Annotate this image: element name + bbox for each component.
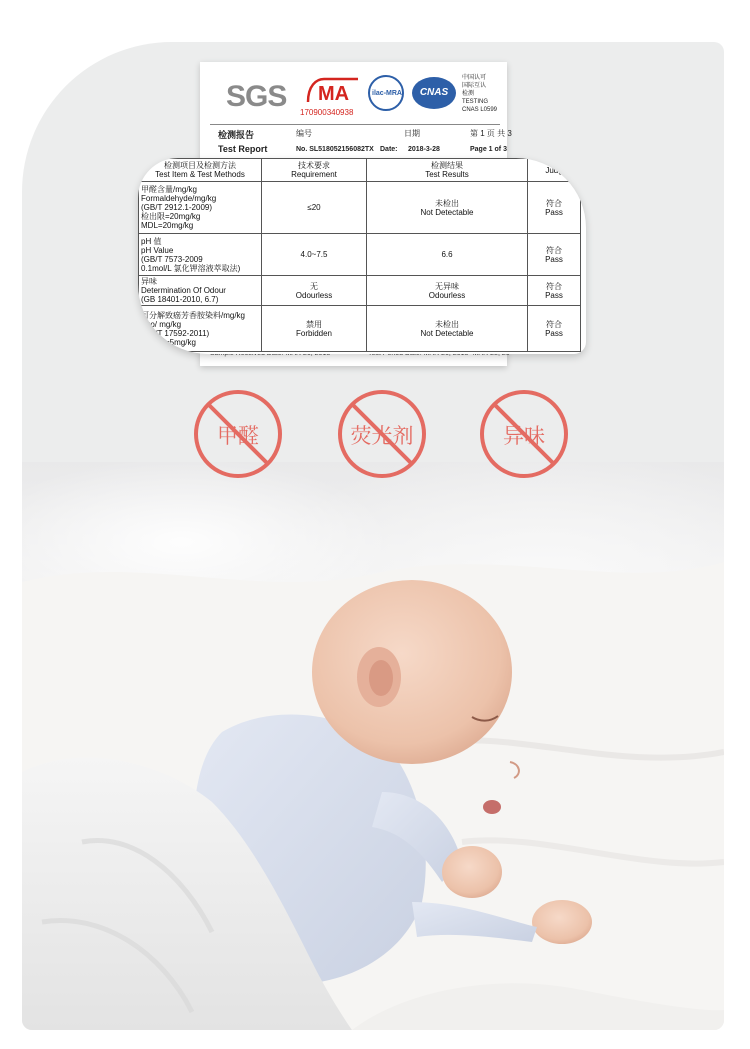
no-fluorescent-agent-badge [336,388,428,480]
report-date-label: Date: [380,146,398,153]
report-no-value: No. SL518052156082TX [296,146,374,153]
certification-logos [200,62,507,122]
report-page-cn: 第 1 页 共 3 [470,129,512,138]
no-formaldehyde-badge [192,388,284,480]
badge-label: 异味 [503,424,545,448]
report-title-en: Test Report [218,144,268,154]
table-row: pH 值 pH Value (GB/T 7573-2009 0.1mol/L 氯化钾溶液萃取法) 4.0~7.5 6.6 符合 Pass [139,234,581,276]
report-page-en: Page 1 of 3 [470,146,507,153]
no-odour-badge [478,388,570,480]
report-no-label: 编号 [296,129,312,138]
ilac-mra-text: ilac-MRA [372,90,402,97]
badge-label: 甲醛 [217,424,259,448]
test-results-card [138,158,586,354]
header-requirement: 技术要求 Requirement [262,159,367,182]
table-header-row [139,159,581,182]
cma-text: MA [318,83,350,105]
sleeping-baby-photo [22,542,724,1030]
sgs-logo: SGS [226,80,287,113]
report-title-cn: 检测报告 [218,130,255,140]
header-test-item: 检测项目及检测方法 Test Item & Test Methods [139,159,262,182]
cma-logo [304,76,360,106]
report-date-value: 2018-3-28 [408,146,440,153]
cma-number: 170900340938 [300,108,354,117]
report-date-label-cn: 日期 [404,129,420,138]
test-results-table [138,158,581,352]
table-row: 甲醛含量/mg/kg Formaldehyde/mg/kg (GB/T 2912.1-2009) 检出限=20mg/kg MDL=20mg/kg ≤20 未检出 Not Detectable 符合 Pass [139,182,581,234]
header-test-results: 检测结果 Test Results [367,159,528,182]
table-row: 可分解致癌芳香胺染料/mg/kg Azo/ mg/kg (GB/T 17592-2011) 检出限=5mg/kg 禁用 Forbidden 未检出 Not Detectable 符合 Pass [139,306,581,352]
table-row: 异味 Determination Of Odour (GB 18401-2010, 6.7) 无 Odourless 无异味 Odourless 符合 Pass [139,276,581,306]
cnas-logo: CNAS [412,77,456,109]
divider [210,124,500,125]
cnas-side-text: 中国认可 国际互认 检测 TESTING CNAS L0599 [462,75,498,113]
badge-label: 荧光剂 [350,424,414,448]
header-judgement: Judg [528,159,581,182]
